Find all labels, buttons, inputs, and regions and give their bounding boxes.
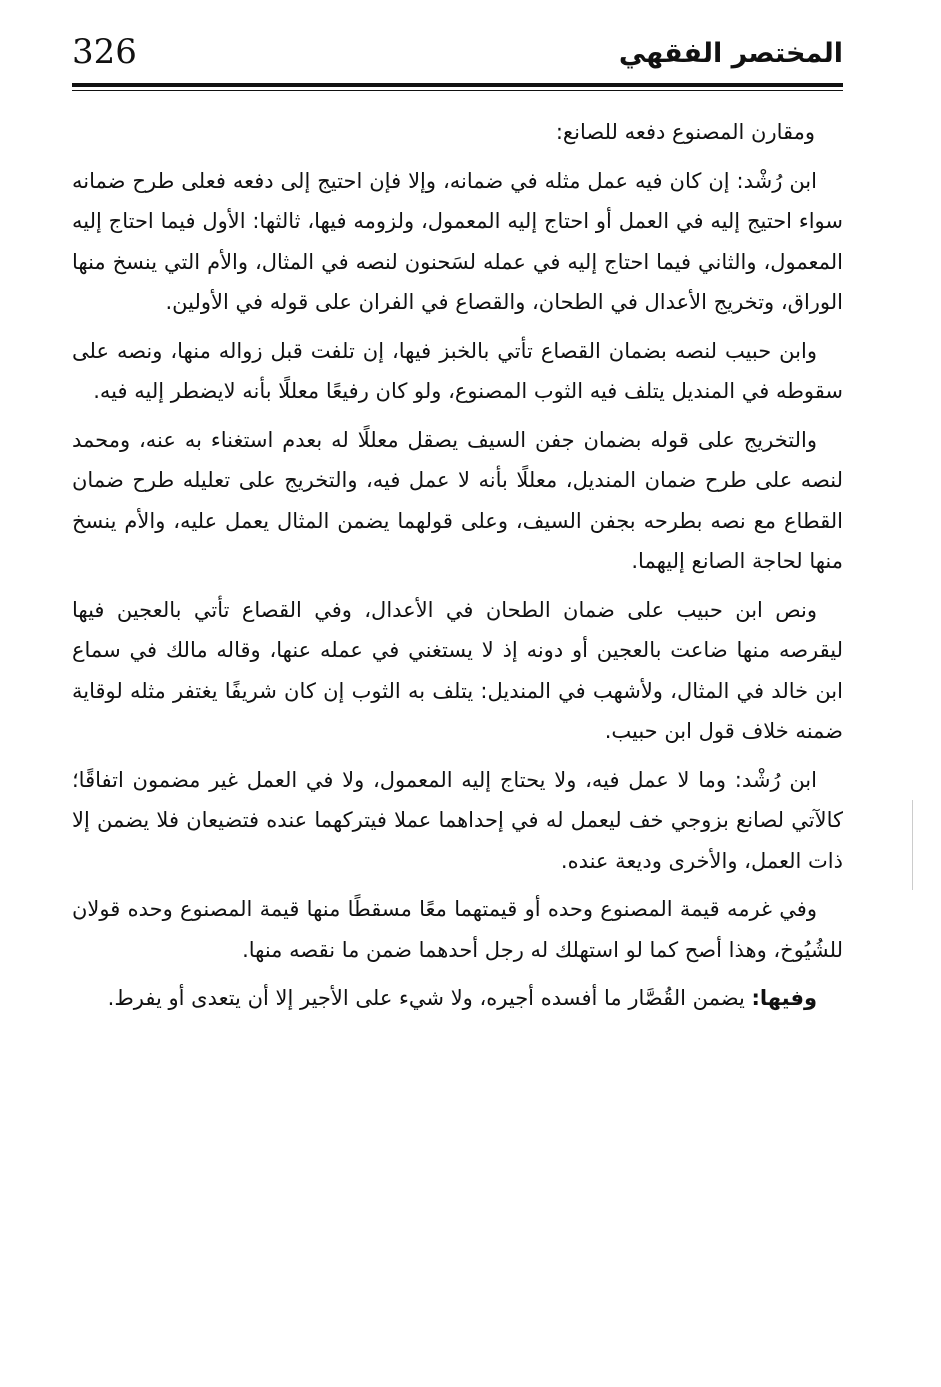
book-title: المختصر الفقهي [618, 38, 843, 69]
paragraph: ابن رُشْد: وما لا عمل فيه، ولا يحتاج إليه المعمول، ولا في العمل غير مضمون اتفاقًا؛ كالآتي لصانع بزوجي خف ليعمل له في إحداهما عملا فيتركهما عنده فتضيعان فلا يضمن إلا ذات العمل، والأخرى وديعة عنده. [72, 767, 843, 873]
running-header [72, 30, 843, 78]
paragraph [72, 978, 843, 1019]
scan-margin-mark [912, 800, 913, 890]
page-number: 326 [72, 32, 137, 72]
paragraph: ونص ابن حبيب على ضمان الطحان في الأعدال، وفي القصاع تأتي بالعجين فيها ليقرصه منها ضاعت بالعجين أو دونه إذ لا يستغني في عمله عنها، وقاله مالك في سماع ابن خالد في المثال، ولأشهب في المنديل: يتلف به الثوب إن كان شريفًا يغتفر مثله لوقاية ضمنه خلاف قول ابن حبيب. [72, 597, 843, 743]
paragraph: والتخريج على قوله بضمان جفن السيف يصقل معللًا له بعدم استغناء به عنه، ومحمد لنصه على طرح ضمان المنديل، معللًا بأنه لا عمل فيه، والتخريج على تعليله طرح ضمان القطاع مع نصه بطرحه بجفن السيف، وعلى قولهما يضمن المثال يعمل عليه، والأم ينسخ منها لحاجة الصانع إليهما. [72, 427, 843, 573]
paragraph: ابن رُشْد: إن كان فيه عمل مثله في ضمانه، وإلا فإن احتيج إلى دفعه فعلى طرح ضمانه سواء احتيج إليه في العمل أو احتاج إليه المعمول، ولزومه فيها، ثالثها: الأول فيما احتاج إليه المعمول، والثاني فيما احتاج إليه في عمله لسَحنون لنصه في المثال، والأم التي ينسخ منها الوراق، وتخريج الأعدال في الطحان، والقصاع في الفران على قوله في الأولين. [72, 168, 843, 314]
paragraph: ومقارن المصنوع دفعه للصانع: [555, 120, 815, 144]
paragraph: وابن حبيب لنصه بضمان القصاع تأتي بالخبز فيها، إن تلفت قبل زواله منها، ونصه على سقوطه في المنديل يتلف فيه الثوب المصنوع، ولو كان رفيعًا معللًا بأنه لايضطر إليه فيه. [72, 338, 843, 403]
main-text [72, 112, 843, 1019]
header-rule-thick [72, 83, 843, 87]
paragraph: وفي غرمه قيمة المصنوع وحده أو قيمتهما معًا مسقطًا منها قيمة المصنوع وحده قولان للشُيُوخ، وهذا أصح كما لو استهلك له رجل أحدهما ضمن ما نقصه منها. [72, 897, 843, 962]
paragraph-text: يضمن القُصَّار ما أفسده أجيره، ولا شيء على الأجير إلا أن يتعدى أو يفرط. [107, 986, 752, 1010]
paragraph-lead-phrase: وفيها: [751, 986, 817, 1010]
header-rule-thin [72, 90, 843, 91]
